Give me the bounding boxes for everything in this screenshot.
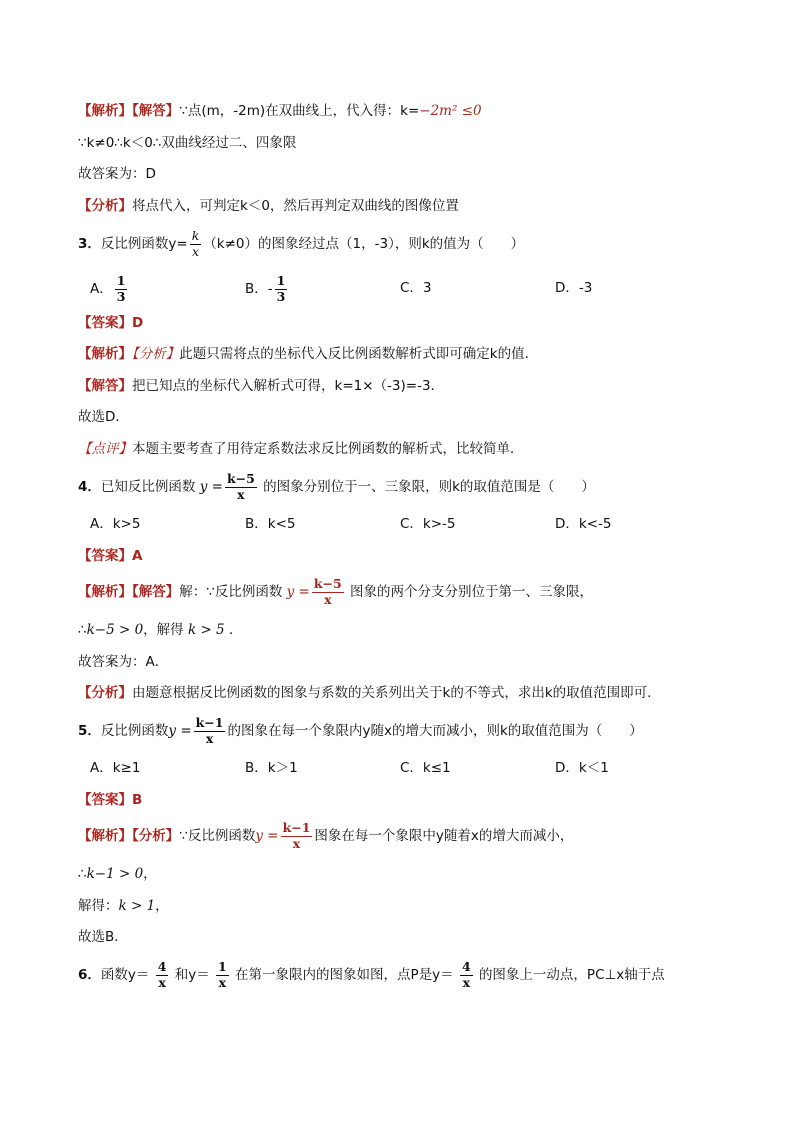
step-therefore: ∴ — [78, 866, 87, 882]
question-5-y-eq: y = — [168, 723, 192, 739]
analysis-fraction — [281, 822, 313, 850]
question-5-text-b: 的图象在每一个象限内y随x的增大而减小，则k的取值范围为（ ） — [227, 723, 643, 739]
question-3-frac-den: x — [191, 243, 200, 259]
question-6-text-a: 函数y＝ — [100, 967, 150, 983]
summary-text: 由题意根据反比例函数的图象与系数的关系列出关于k的不等式，求出k的取值范围即可． — [132, 685, 661, 701]
analysis-fraction — [312, 578, 344, 606]
option-b-den: 3 — [276, 288, 286, 304]
comment-text: 本题主要考查了用待定系数法求反比例函数的解析式，比较简单． — [132, 441, 524, 457]
question-4-summary — [78, 683, 661, 703]
question-3-solution — [78, 376, 444, 396]
question-5-stem — [78, 716, 643, 746]
question-6-fraction-2 — [216, 961, 229, 989]
step-end: ． — [228, 622, 243, 638]
answer-line: 故答案为：D — [78, 166, 156, 182]
question-3-analysis — [78, 344, 538, 364]
question-5-option-a: A．k≥1 — [90, 760, 141, 776]
analysis-line-2: ∵k≠0∴k＜0∴双曲线经过二、四象限 — [78, 135, 297, 151]
analysis-frac-den: x — [324, 591, 332, 607]
question-3-option-b — [245, 275, 289, 303]
question-6-text-d: 的图象上一动点，PC⊥x轴于点 — [478, 967, 665, 983]
analysis-text-b: 图象的两个分支分别位于第一、三象限， — [350, 584, 594, 600]
question-4-text-b: 的图象分别位于一、三象限，则k的取值范围是（ ） — [263, 479, 595, 495]
analysis-line-1 — [78, 101, 482, 121]
question-3-option-c: C．3 — [400, 280, 432, 296]
fraction-2-num: 1 — [218, 959, 227, 974]
question-5-answer: 【答案】B — [78, 792, 143, 808]
fraction-1-num: 4 — [157, 959, 167, 974]
step-therefore: ∴ — [78, 622, 87, 638]
step-math-1: k−5 > 0 — [86, 622, 144, 638]
solution-tag: 【解答】 — [78, 378, 132, 394]
option-b-num: 1 — [276, 273, 286, 288]
step-text: ，解得 — [143, 622, 184, 638]
question-4-option-b: B．k<5 — [245, 516, 296, 532]
question-4-stem — [78, 472, 595, 502]
analysis-tag: 【解析】【解答】 — [78, 103, 180, 119]
fraction-3-num: 4 — [461, 959, 471, 974]
analysis-math: −2m² ≤0 — [419, 103, 482, 119]
question-3-stem — [78, 229, 524, 259]
analysis-tag: 【解析】【解答】 — [78, 584, 180, 600]
question-5-text-a: 反比例函数 — [100, 723, 169, 739]
question-6-number: 6． — [78, 967, 101, 983]
question-6-text-b: 和y＝ — [174, 967, 210, 983]
question-3-option-d: D．-3 — [555, 280, 593, 296]
analysis-summary — [78, 196, 459, 216]
question-5-number: 5． — [78, 723, 101, 739]
question-5-option-c: C．k≤1 — [400, 760, 451, 776]
option-b-label: B．- — [245, 281, 273, 297]
step-end: ， — [155, 898, 169, 914]
analysis-tag: 【解析】 — [78, 346, 132, 362]
analysis-italic-tag: 【分析】 — [132, 346, 180, 362]
analysis-text: 此题只需将点的坐标代入反比例函数解析式即可确定k的值． — [179, 346, 539, 362]
step-end: ， — [143, 866, 157, 882]
question-4-number: 4． — [78, 479, 101, 495]
analysis-text-a: 解：∵反比例函数 — [179, 584, 283, 600]
question-5-frac-num: k−1 — [195, 715, 224, 730]
option-a-fraction — [115, 275, 128, 303]
question-4-frac-num: k−5 — [226, 471, 255, 486]
question-3-number: 3． — [78, 236, 101, 252]
question-4-frac-den: x — [237, 486, 245, 502]
question-5-step-2 — [78, 896, 169, 916]
question-4-y-eq: y = — [199, 479, 223, 495]
analysis-text-a: ∵反比例函数 — [179, 828, 256, 844]
analysis-frac-den: x — [292, 835, 301, 851]
question-5-fraction — [194, 717, 226, 745]
question-5-option-d: D．k＜1 — [555, 760, 609, 776]
question-3-comment — [78, 439, 524, 459]
step-math-2: k > 5 — [187, 622, 225, 638]
question-3-frac-num: k — [191, 228, 200, 243]
question-5-frac-den: x — [205, 730, 214, 746]
question-5-analysis — [78, 821, 573, 851]
question-3-conclusion: 故选D． — [78, 409, 129, 425]
step-math: k > 1 — [118, 898, 156, 914]
summary-tag: 【分析】 — [78, 685, 132, 701]
question-6-fraction-1 — [156, 961, 169, 989]
question-5-conclusion: 故选B． — [78, 929, 128, 945]
analysis-y-eq: y = — [286, 584, 310, 600]
analysis-frac-num: k−5 — [313, 576, 342, 591]
solution-text: 把已知点的坐标代入解析式可得，k=1×（-3)=-3． — [132, 378, 445, 394]
question-4-fraction — [225, 473, 257, 501]
analysis-y-eq: y = — [255, 828, 279, 844]
question-4-answer: 【答案】A — [78, 548, 143, 564]
analysis-tag: 【解析】【分析】 — [78, 828, 180, 844]
question-6-text-c: 在第一象限内的图象如图，点P是y＝ — [235, 967, 454, 983]
question-5-option-b: B．k＞1 — [245, 760, 298, 776]
question-4-conclusion: 故答案为：A． — [78, 654, 169, 670]
question-3-option-a — [90, 275, 129, 303]
analysis-summary-tag: 【分析】 — [78, 198, 132, 214]
analysis-text-b: 图象在每一个象限中y随着x的增大而减小， — [314, 828, 574, 844]
option-a-num: 1 — [116, 273, 126, 288]
option-a-den: 3 — [116, 288, 126, 304]
question-4-text-a: 已知反比例函数 — [100, 479, 196, 495]
option-b-fraction — [275, 275, 288, 303]
question-6-fraction-3 — [460, 961, 473, 989]
question-4-option-a: A．k>5 — [90, 516, 141, 532]
question-3-fraction — [190, 230, 202, 258]
fraction-2-den: x — [218, 974, 227, 990]
question-4-option-d: D．k<-5 — [555, 516, 612, 532]
fraction-1-den: x — [158, 974, 166, 990]
question-4-option-c: C．k>-5 — [400, 516, 456, 532]
option-a-label: A． — [90, 281, 113, 297]
analysis-summary-text: 将点代入，可判定k＜0，然后再判定双曲线的图像位置 — [132, 198, 459, 214]
question-3-text-a: 反比例函数y= — [100, 236, 188, 252]
question-3-answer: 【答案】D — [78, 315, 144, 331]
question-5-step-1 — [78, 864, 157, 884]
comment-tag: 【点评】 — [78, 441, 132, 457]
question-4-step — [78, 620, 242, 640]
analysis-text: ∵点(m，-2m)在双曲线上，代入得：k= — [179, 103, 420, 119]
analysis-frac-num: k−1 — [282, 820, 311, 835]
step-label: 解得： — [78, 898, 119, 914]
step-math: k−1 > 0 — [86, 866, 144, 882]
question-3-text-b: （k≠0）的图象经过点（1，-3），则k的值为（ ） — [203, 236, 525, 252]
question-4-analysis — [78, 577, 593, 607]
fraction-3-den: x — [462, 974, 471, 990]
question-6-stem — [78, 958, 665, 992]
